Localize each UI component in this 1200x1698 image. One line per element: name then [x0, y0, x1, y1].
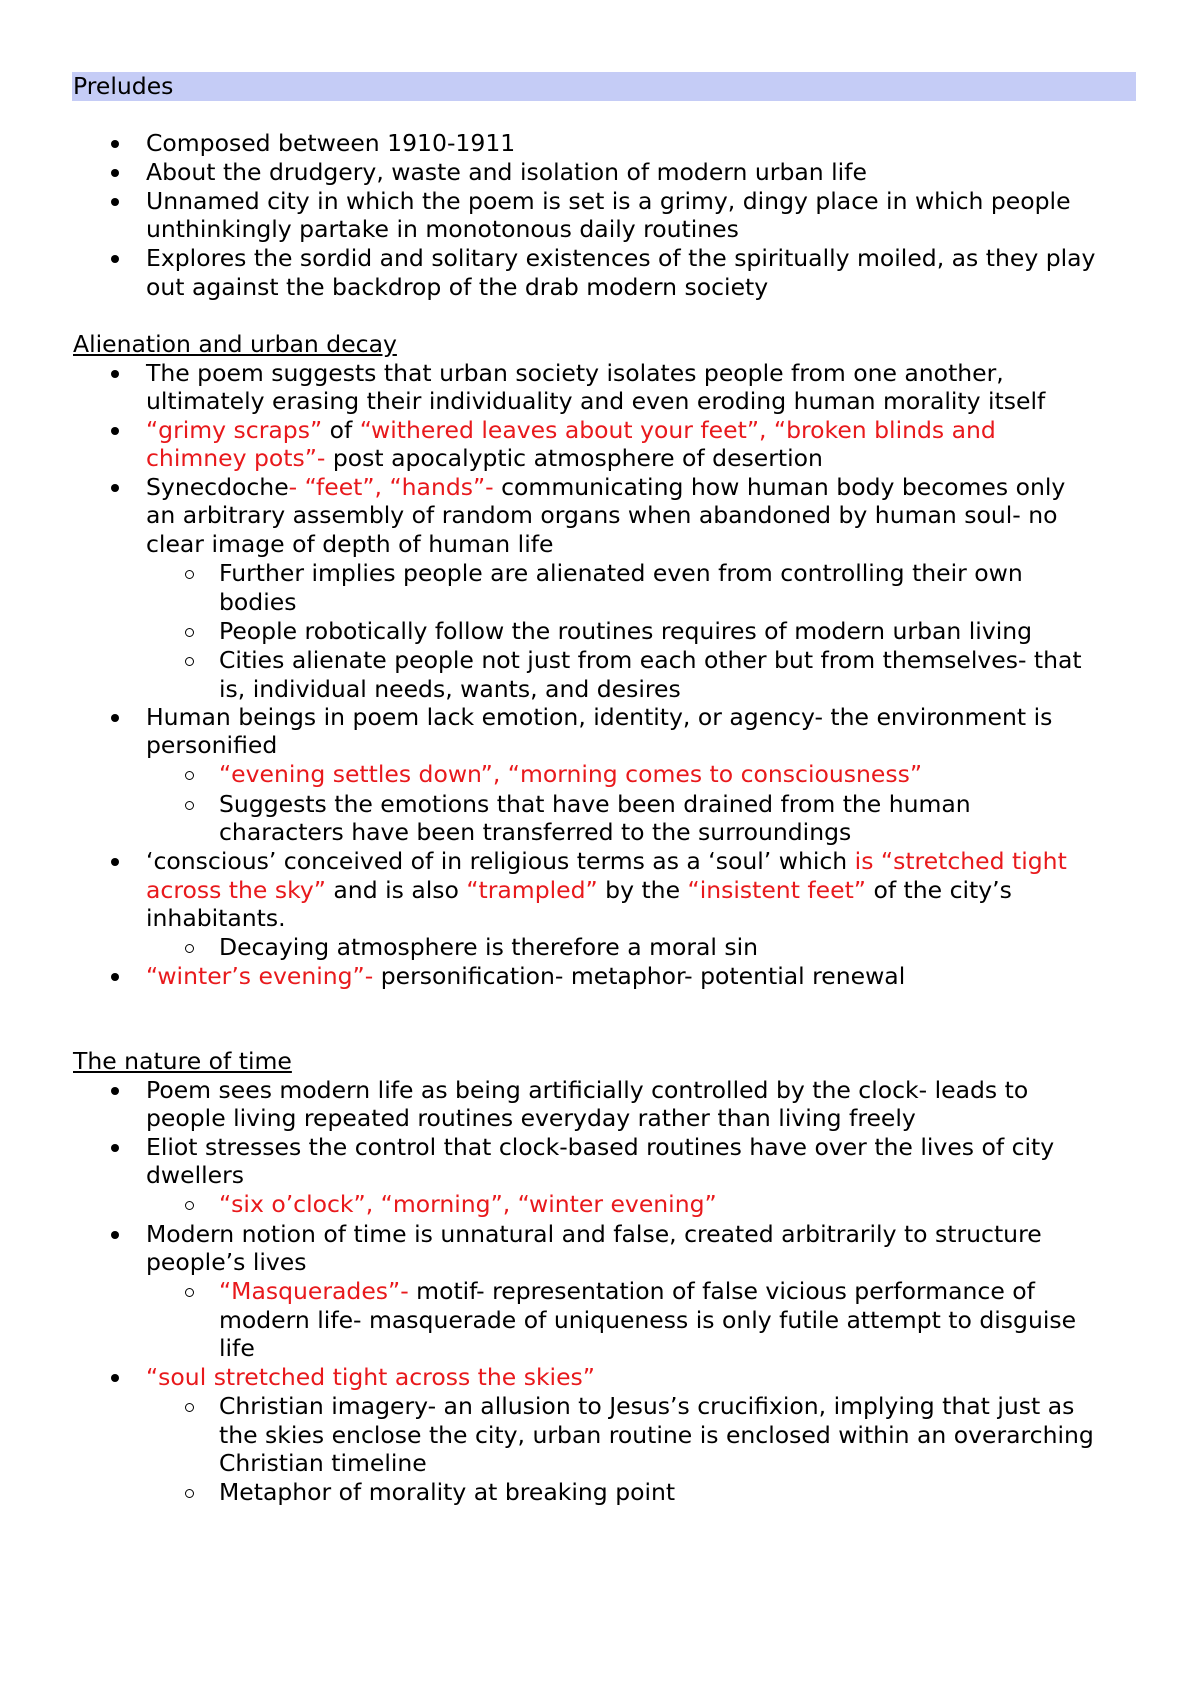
sub-bullet-icon [185, 801, 194, 810]
list-item [146, 847, 1067, 876]
bullet-icon [111, 140, 119, 148]
quote: “withered leaves about your feet”, “broken blinds and [359, 416, 996, 444]
bullet-icon [111, 1087, 119, 1095]
text: personification- metaphor- potential renewal [373, 962, 906, 990]
text: of the city’s [865, 876, 1012, 904]
sub-bullet-icon [185, 1288, 194, 1297]
sub-list-item [219, 1277, 1035, 1306]
list-item: The poem suggests that urban society isolates people from one another, [146, 359, 1004, 387]
sub-bullet-icon [185, 628, 194, 637]
list-item [146, 473, 1065, 502]
sub-list-item-continued: characters have been transferred to the surroundings [219, 818, 852, 846]
list-item-continued [146, 444, 823, 473]
bullet-icon [111, 973, 119, 981]
sub-list-item: Metaphor of morality at breaking point [219, 1478, 676, 1506]
intro-item: Explores the sordid and solitary existences of the spiritually moiled, as they play [146, 244, 1096, 272]
sub-list-item: Decaying atmosphere is therefore a moral sin [219, 933, 759, 961]
sub-bullet-icon [185, 570, 194, 579]
sub-bullet-icon [185, 657, 194, 666]
sub-list-item: Christian imagery- an allusion to Jesus’s crucifixion, implying that just as [219, 1392, 1075, 1420]
list-item-continued: people’s lives [146, 1248, 307, 1276]
sub-bullet-icon [185, 1403, 194, 1412]
list-item: Modern notion of time is unnatural and false, created arbitrarily to structure [146, 1220, 1042, 1248]
list-item: Human beings in poem lack emotion, identity, or agency- the environment is [146, 703, 1053, 731]
sub-list-item: Further implies people are alienated even from controlling their own [219, 559, 1023, 587]
text: Synecdoche [146, 473, 289, 501]
list-item [146, 416, 996, 445]
quote: “grimy scraps” [146, 416, 323, 444]
text: motif- representation of false vicious performance of [408, 1277, 1035, 1305]
text: post apocalyptic atmosphere of desertion [325, 444, 823, 472]
intro-item: About the drudgery, waste and isolation of modern urban life [146, 158, 867, 186]
intro-item-continued: unthinkingly partake in monotonous daily routines [146, 215, 739, 243]
sub-list-item-continued: bodies [219, 588, 297, 616]
bullet-icon [111, 255, 119, 263]
list-item-continued: clear image of depth of human life [146, 530, 554, 558]
sub-bullet-icon [185, 771, 194, 780]
list-item [146, 962, 905, 991]
sub-list-item: Cities alienate people not just from each other but from themselves- that [219, 646, 1082, 674]
quote: across the sky” [146, 876, 326, 904]
sub-list-item: Suggests the emotions that have been drained from the human [219, 790, 971, 818]
sub-bullet-icon [185, 1201, 194, 1210]
quote: “Masquerades”- [219, 1277, 409, 1305]
bullet-icon [111, 1231, 119, 1239]
quote: “trampled” [466, 876, 598, 904]
quote: “insistent feet” [687, 876, 866, 904]
intro-item: Composed between 1910-1911 [146, 129, 516, 157]
text: and is also [325, 876, 467, 904]
list-item-continued: an arbitrary assembly of random organs when abandoned by human soul- no [146, 501, 1058, 529]
quote: - “feet”, “hands”- [288, 473, 494, 501]
sub-list-item: People robotically follow the routines requires of modern urban living [219, 617, 1033, 645]
section-heading-time: The nature of time [73, 1047, 292, 1075]
intro-item-continued: out against the backdrop of the drab modern society [146, 273, 769, 301]
list-item-continued: inhabitants. [146, 904, 286, 932]
bullet-icon [111, 714, 119, 722]
bullet-icon [111, 858, 119, 866]
sub-list-item-continued: modern life- masquerade of uniqueness is only futile attempt to disguise [219, 1306, 1077, 1334]
list-item: Poem sees modern life as being artificially controlled by the clock- leads to [146, 1076, 1029, 1104]
text: communicating how human body becomes only [493, 473, 1066, 501]
bullet-icon [111, 1374, 119, 1382]
bullet-icon [111, 169, 119, 177]
list-item-continued: ultimately erasing their individuality and even eroding human morality itself [146, 387, 1046, 415]
section-heading-alienation: Alienation and urban decay [73, 330, 397, 358]
bullet-icon [111, 1144, 119, 1152]
list-item-continued: personified [146, 731, 278, 759]
sub-bullet-icon [185, 1489, 194, 1498]
sub-list-item-continued: Christian timeline [219, 1449, 427, 1477]
list-item-continued [146, 876, 1012, 905]
quote: is “stretched tight [854, 847, 1067, 875]
bullet-icon [111, 370, 119, 378]
quote: chimney pots”- [146, 444, 326, 472]
list-item: Eliot stresses the control that clock-based routines have over the lives of city [146, 1133, 1055, 1161]
bullet-icon [111, 198, 119, 206]
text: ‘conscious’ conceived of in religious terms as a ‘soul’ which [146, 847, 855, 875]
text: by the [597, 876, 688, 904]
bullet-icon [111, 427, 119, 435]
bullet-icon [111, 484, 119, 492]
title-highlight [72, 72, 1136, 101]
list-item-quote: “soul stretched tight across the skies” [146, 1363, 595, 1391]
document-title: Preludes [73, 72, 174, 100]
sub-list-item-quote: “six o’clock”, “morning”, “winter evening” [219, 1190, 717, 1218]
quote: “winter’s evening”- [146, 962, 374, 990]
sub-list-item-continued: is, individual needs, wants, and desires [219, 675, 681, 703]
sub-bullet-icon [185, 944, 194, 953]
sub-list-item-continued: life [219, 1334, 255, 1362]
text: of [322, 416, 360, 444]
sub-list-item-quote: “evening settles down”, “morning comes to consciousness” [219, 760, 923, 788]
sub-list-item-continued: the skies enclose the city, urban routine is enclosed within an overarching [219, 1421, 1094, 1449]
list-item-continued: people living repeated routines everyday rather than living freely [146, 1104, 916, 1132]
list-item-continued: dwellers [146, 1161, 245, 1189]
intro-item: Unnamed city in which the poem is set is a grimy, dingy place in which people [146, 187, 1071, 215]
